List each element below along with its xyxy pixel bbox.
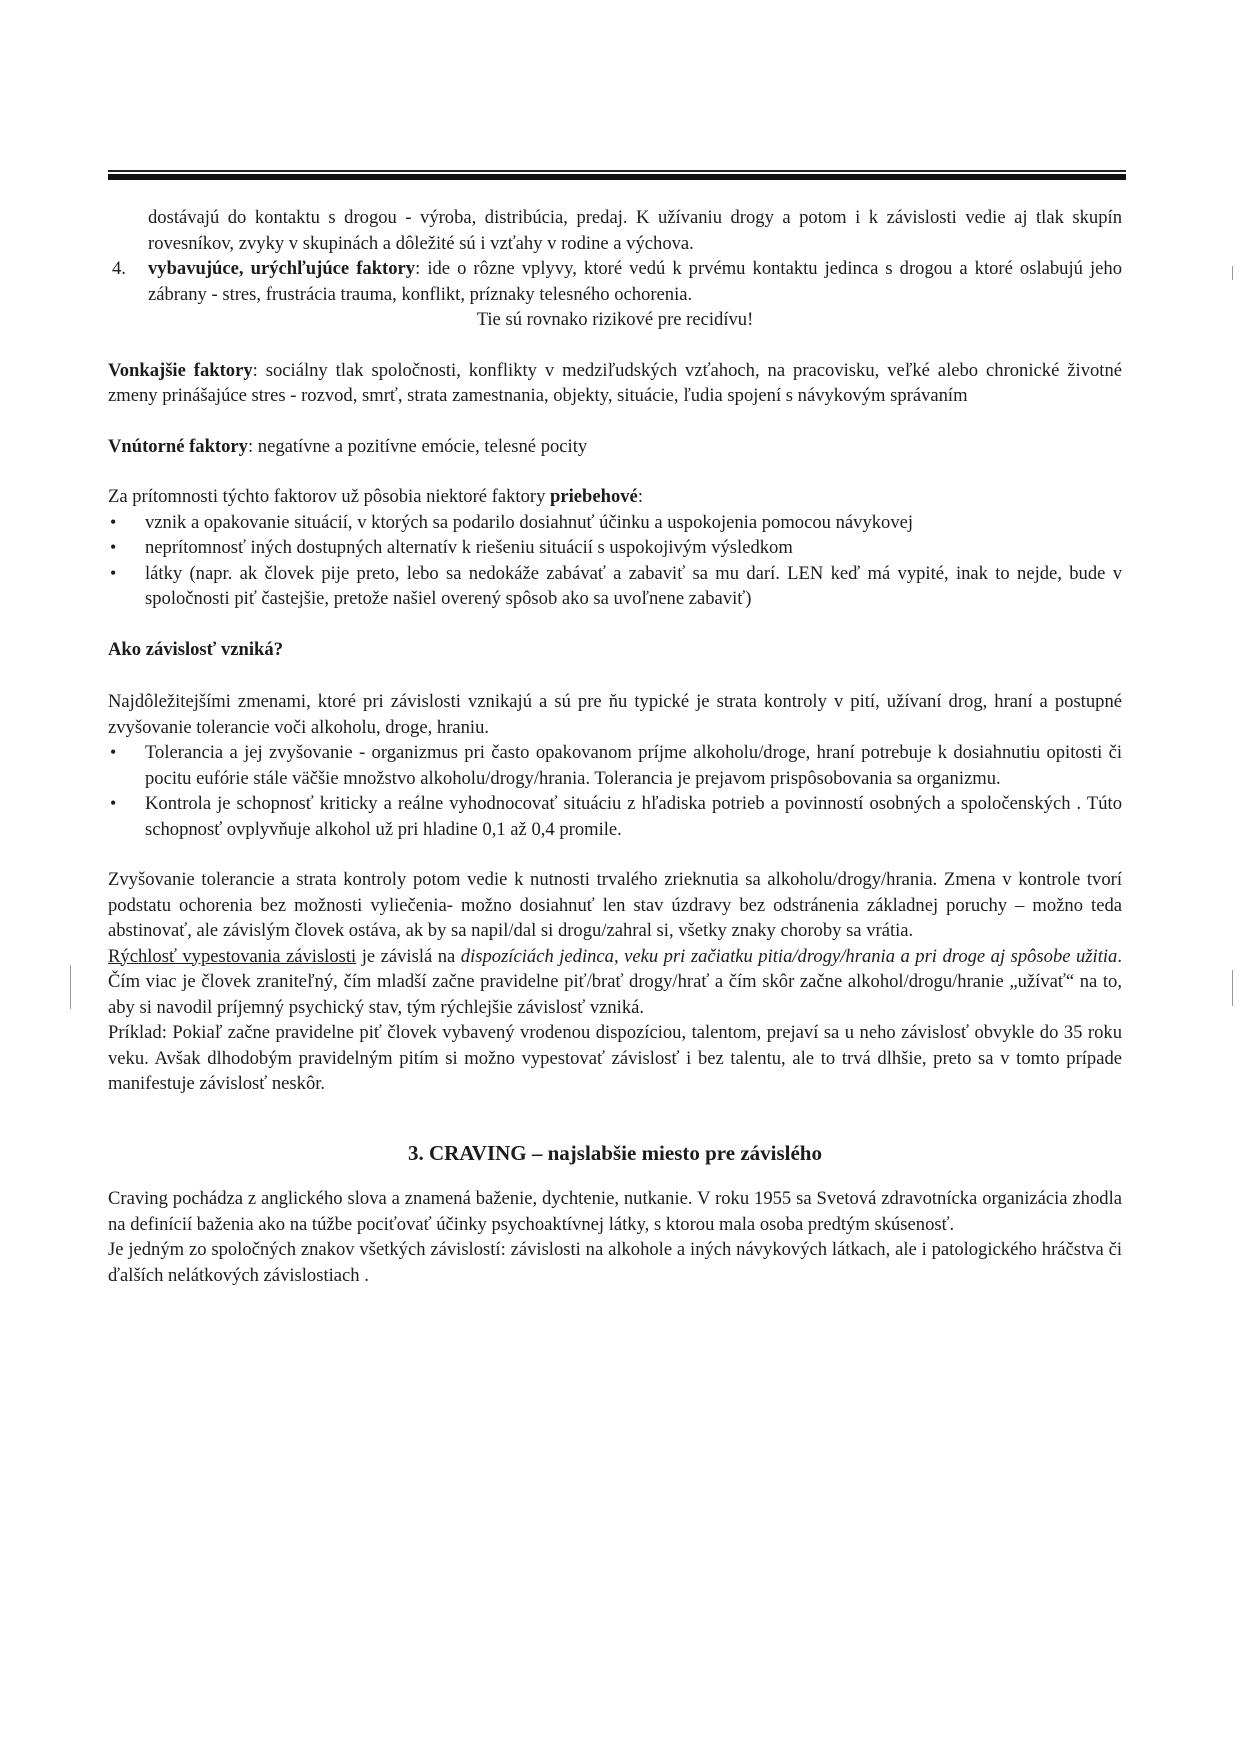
header-rule-thin: [108, 170, 1126, 172]
speed-paragraph: [108, 944, 1122, 1021]
speed-rest: . Čím viac je človek zraniteľný, čím mladší začne pravidelne piť/brať drogy/hrať a čím skôr začne alkohol/drogu/hranie „užívať“ na to, aby si navodil príjemný psychický stav, tým rýchlejšie závislosť vzniká.: [108, 945, 1122, 1018]
example-paragraph: Príklad: Pokiaľ začne pravidelne piť človek vybavený vrodenou dispozíciou, talentom, prejaví sa u neho závislosť obvykle do 35 roku veku. Avšak dlhodobým pravidelným pitím si možno vypestovať závislosť i bez talentu, ale to trvá dlhšie, preto sa v tomto prípade manifestuje závislosť neskôr.: [108, 1022, 1122, 1094]
list-item: • neprítomnosť iných dostupných alternatív k riešeniu situácií s uspokojivým výsledkom: [108, 535, 1122, 561]
scan-artifact: [1232, 266, 1233, 280]
section-title-craving: 3. CRAVING – najslabšie miesto pre závislého: [408, 1140, 822, 1165]
ongoing-term: priebehové: [550, 486, 638, 507]
ongoing-intro-text: Za prítomnosti týchto faktorov už pôsobia niektoré faktory: [108, 486, 551, 507]
list-item: • vznik a opakovanie situácií, v ktorých sa podarilo dosiahnuť účinku a uspokojenia pomocou návykovej: [108, 510, 1122, 536]
ongoing-colon: :: [637, 486, 643, 507]
continuation-paragraph: dostávajú do kontaktu s drogou - výroba, distribúcia, predaj. K užívaniu drogy a potom i k závislosti vedie aj tlak skupín rovesníkov, zvyky v skupinách a dôležité sú i vzťahy v rodine a výchova.: [148, 207, 1122, 254]
scan-artifact: [1232, 970, 1233, 1006]
list-item: • Kontrola je schopnosť kriticky a reálne vyhodnocovať situáciu z hľadiska potrieb a povinností osobných a spoločenských . Túto schopnosť ovplyvňuje alkohol už pri hladine 0,1 až 0,4 promile.: [108, 791, 1122, 842]
ongoing-factors-list: [108, 510, 1122, 612]
speed-term: Rýchlosť vypestovania závislosti: [108, 945, 357, 967]
external-factors-term: Vonkajšie faktory: [108, 359, 253, 381]
how-arises-heading: [108, 637, 1122, 663]
how-arises-intro: Najdôležitejšími zmenami, ktoré pri závislosti vznikajú a sú pre ňu typické je strata kontroly v pití, užívaní drog, hraní a postupné zvyšovanie tolerancie voči alkoholu, droge, hraniu.: [108, 691, 1122, 738]
list-item: • látky (napr. ak človek pije preto, lebo sa nedokáže zabávať a zabaviť sa mu darí. LEN keď má vypité, inak to nejde, bude v spoločnosti piť častejšie, pretože našiel overený spôsob ako sa uvoľnene zabaviť): [108, 561, 1122, 612]
speed-mid: je závislá na: [356, 945, 461, 967]
craving-paragraph-2: Je jedným zo spoločných znakov všetkých závislostí: závislosti na alkohole a iných návykových látkach, ale i patologického hráčstva či ďalších nelátkových závislostiach .: [108, 1239, 1122, 1286]
header-rule-thick: [108, 174, 1126, 180]
list-item: • Tolerancia a jej zvyšovanie - organizmus pri často opakovanom príjme alkoholu/droge, hraní potrebuje k dosiahnutiu opitosti či pocitu eufórie stále väčšie množstvo alkoholu/drogy/hrania. Tolerancia je prejavom prispôsobovania sa organizmu.: [108, 740, 1122, 791]
ongoing-factors-intro: [108, 484, 1122, 510]
speed-italic: dispozíciách jedinca, veku pri začiatku pitia/drogy/hrania a pri droge aj spôsobe užitia: [460, 945, 1118, 967]
how-arises-heading-text: Ako závislosť vzniká?: [108, 638, 283, 660]
consequence-paragraph: Zvyšovanie tolerancie a strata kontroly potom vedie k nutnosti trvalého zrieknutia sa alkoholu/drogy/hrania. Zmena v kontrole tvorí podstatu ochorenia bez možnosti vyliečenia- možno dosiahnuť len stav úzdravy bez odstránenia základnej poruchy – možno teda abstinovať, ale závislým človek ostáva, ak by sa napil/dal si drogu/zahral si, všetky znaky choroby sa vrátia.: [108, 869, 1122, 941]
item4-term: vybavujúce, urýchľujúce faktory: [148, 258, 416, 279]
list-number: 4.: [112, 258, 126, 279]
scan-artifact: [70, 965, 71, 1009]
recidive-note: Tie sú rovnako rizikové pre recidívu!: [476, 309, 754, 330]
how-arises-list: [108, 740, 1122, 842]
external-factors-paragraph: [108, 358, 1122, 409]
list-item-4: [108, 256, 1122, 307]
craving-paragraph-1: Craving pochádza z anglického slova a znamená baženie, dychtenie, nutkanie. V roku 1955 sa Svetová zdravotnícka organizácia zhodla na definícií baženia ako na túžbe pociťovať účinky psychoaktívnej látky, s ktorou mala osoba predtým skúsenosť.: [108, 1188, 1122, 1235]
item4-text: : ide o rôzne vplyvy, ktoré vedú k prvému kontaktu jedinca s drogou a ktoré oslabujú jeho zábrany - stres, frustrácia trauma, konflikt, príznaky telesného ochorenia.: [148, 258, 1122, 305]
internal-factors-text: : negatívne a pozitívne emócie, telesné pocity: [247, 435, 588, 457]
internal-factors-term: Vnútorné faktory: [108, 435, 248, 457]
internal-factors-paragraph: [108, 434, 1122, 460]
document-page: [108, 205, 1122, 1288]
external-factors-text: : sociálny tlak spoločnosti, konflikty v medziľudských vzťahoch, na pracovisku, veľké alebo chronické životné zmeny prinášajúce stres - rozvod, smrť, strata zamestnania, objekty, situácie, ľudia spojení s návykovým správaním: [108, 359, 1122, 406]
